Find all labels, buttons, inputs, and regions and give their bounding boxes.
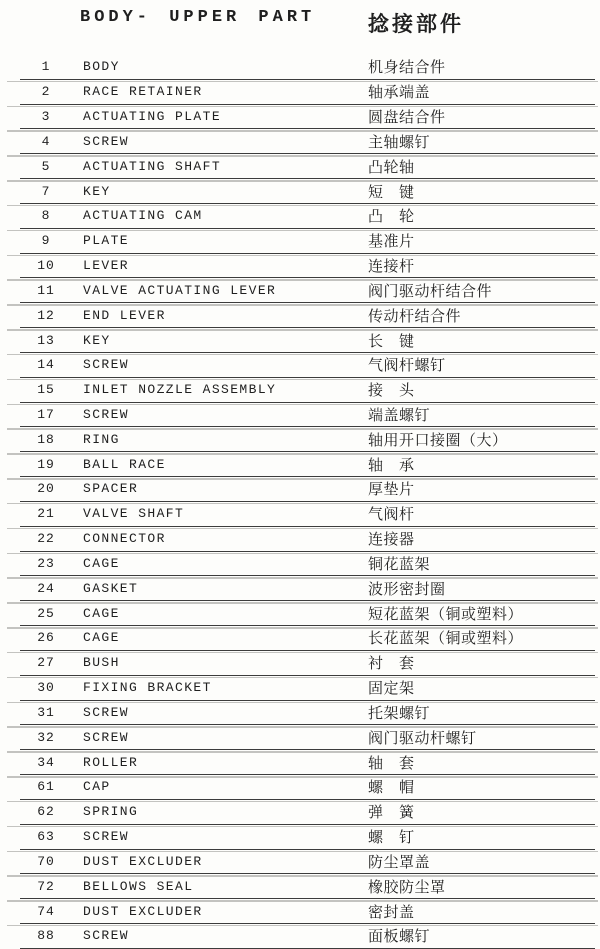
part-name-english: FIXING BRACKET [83,680,212,696]
table-row [20,725,595,750]
part-number: 62 [37,804,55,820]
part-number: 24 [37,580,55,596]
table-row [20,576,595,601]
part-number: 31 [37,704,55,720]
part-number: 3 [41,109,51,125]
part-name-chinese: 凸 轮 [368,209,415,227]
part-number: 18 [37,431,55,447]
part-name-chinese: 螺 帽 [368,780,415,798]
part-name-english: GASKET [83,580,139,596]
part-name-chinese: 面板螺钉 [368,929,431,947]
part-name-english: CAGE [83,555,120,571]
part-number: 1 [41,59,51,75]
table-row [20,626,595,651]
part-name-chinese: 机身结合件 [368,60,446,78]
part-name-english: RING [83,431,120,447]
table-row [20,378,595,403]
part-name-chinese: 接 头 [368,383,415,401]
table-row [20,825,595,850]
part-name-chinese: 基准片 [368,234,415,252]
part-name-english: SPACER [83,481,139,497]
part-number: 70 [37,853,55,869]
table-row [20,328,595,353]
part-number: 9 [41,233,51,249]
part-name-chinese: 铜花蓝架 [368,556,431,574]
part-number: 22 [37,531,55,547]
part-number: 10 [37,258,55,274]
part-number: 4 [41,133,51,149]
part-number: 88 [37,928,55,944]
part-name-english: CAGE [83,605,120,621]
part-name-chinese: 气阀杆 [368,507,415,525]
part-number: 21 [37,506,55,522]
table-row [20,651,595,676]
part-name-english: ACTUATING SHAFT [83,158,222,174]
part-name-english: CAGE [83,630,120,646]
table-row [20,55,595,80]
part-name-chinese: 轴 承 [368,457,415,475]
part-name-chinese: 长 键 [368,333,415,351]
part-number: 8 [41,208,51,224]
part-name-english: ROLLER [83,754,139,770]
part-name-chinese: 橡胶防尘罩 [368,879,446,897]
part-name-english: SCREW [83,407,130,422]
part-name-english: ACTUATING PLATE [83,109,222,125]
table-row [20,477,595,502]
part-name-english: DUST EXCLUDER [83,853,203,869]
part-number: 23 [37,555,55,571]
part-name-english: RACE RETAINER [83,84,203,100]
part-name-chinese: 传动杆结合件 [368,308,462,326]
part-name-english: SCREW [83,829,130,845]
part-name-chinese: 短 键 [368,184,415,202]
part-name-english: VALVE SHAFT [83,506,185,522]
table-row [20,179,595,204]
part-number: 72 [37,878,55,894]
page-title-english: BODY- UPPER PART [80,8,316,27]
part-name-chinese: 长花蓝架（铜或塑料） [368,631,524,649]
part-number: 63 [37,829,55,845]
table-row [20,303,595,328]
table-row [20,254,595,279]
table-row [20,154,595,179]
part-name-chinese: 防尘罩盖 [368,854,431,872]
part-name-chinese: 连接器 [368,532,415,550]
part-name-chinese: 固定架 [368,681,415,699]
part-name-english: BELLOWS SEAL [83,878,194,894]
part-name-english: SPRING [83,804,139,820]
table-row [20,701,595,726]
part-name-chinese: 密封盖 [368,904,415,922]
part-name-english: END LEVER [83,307,166,323]
part-name-chinese: 连接杆 [368,259,415,277]
table-row [20,874,595,899]
part-name-chinese: 轴 套 [368,755,415,773]
table-row [20,452,595,477]
table-row [20,403,595,428]
part-name-english: LEVER [83,258,130,274]
part-number: 12 [37,307,55,323]
part-name-chinese: 托架螺钉 [368,705,431,723]
part-name-english: SCREW [83,928,130,944]
part-name-english: CAP [83,779,111,795]
part-name-chinese: 凸轮轴 [368,159,415,177]
part-number: 61 [37,779,55,795]
table-row [20,850,595,875]
table-row [20,775,595,800]
part-name-chinese: 轴用开口接圈（大） [368,432,508,450]
table-row [20,204,595,229]
table-row [20,601,595,626]
part-name-english: KEY [83,183,111,199]
part-name-english: VALVE ACTUATING LEVER [83,282,277,298]
part-name-english: BUSH [83,655,120,671]
part-name-chinese: 轴承端盖 [368,85,431,103]
table-row [20,502,595,527]
table-row [20,129,595,154]
part-number: 34 [37,754,55,770]
part-name-english: PLATE [83,233,130,249]
part-number: 13 [37,332,55,348]
part-number: 32 [37,729,55,745]
part-number: 5 [41,158,51,174]
part-name-english: INLET NOZZLE ASSEMBLY [83,382,277,398]
part-name-chinese: 厚垫片 [368,482,415,500]
table-row [20,278,595,303]
document-header [0,0,600,55]
table-row [20,899,595,924]
table-row [20,105,595,130]
parts-table [0,55,600,949]
part-name-english: KEY [83,332,111,348]
part-number: 15 [37,382,55,398]
part-name-english: SCREW [83,357,130,373]
part-number: 14 [37,357,55,373]
table-row [20,924,595,949]
part-number: 19 [37,456,55,472]
part-name-english: CONNECTOR [83,531,166,547]
part-number: 74 [37,903,55,919]
part-name-chinese: 气阀杆螺钉 [368,358,446,376]
table-row [20,80,595,105]
part-name-chinese: 端盖螺钉 [368,408,431,425]
table-row [20,800,595,825]
part-name-chinese: 衬 套 [368,656,415,674]
part-name-english: SCREW [83,133,130,149]
table-row [20,527,595,552]
part-name-chinese: 弹 簧 [368,805,415,823]
part-name-chinese: 主轴螺钉 [368,134,431,152]
part-name-english: BALL RACE [83,456,166,472]
part-number: 11 [37,282,55,298]
part-number: 25 [37,605,55,621]
part-number: 2 [41,84,51,100]
table-row [20,427,595,452]
part-name-english: DUST EXCLUDER [83,903,203,919]
part-name-english: SCREW [83,729,130,745]
part-number: 7 [41,183,51,199]
table-row [20,229,595,254]
table-row [20,750,595,775]
table-row [20,676,595,701]
part-number: 20 [37,481,55,497]
part-name-chinese: 波形密封圈 [368,581,446,599]
table-row [20,353,595,378]
part-name-english: ACTUATING CAM [83,208,203,224]
part-name-chinese: 螺 钉 [368,830,415,848]
part-name-english: SCREW [83,704,130,720]
table-row [20,552,595,577]
part-name-english: BODY [83,59,120,75]
part-name-chinese: 短花蓝架（铜或塑料） [368,606,524,624]
part-number: 26 [37,630,55,646]
part-name-chinese: 阀门驱动杆螺钉 [368,730,477,748]
part-number: 17 [37,407,55,422]
part-number: 27 [37,655,55,671]
part-number: 30 [37,680,55,696]
page-title-chinese: 捻接部件 [368,15,464,38]
part-name-chinese: 圆盘结合件 [368,110,446,128]
part-name-chinese: 阀门驱动杆结合件 [368,283,493,301]
